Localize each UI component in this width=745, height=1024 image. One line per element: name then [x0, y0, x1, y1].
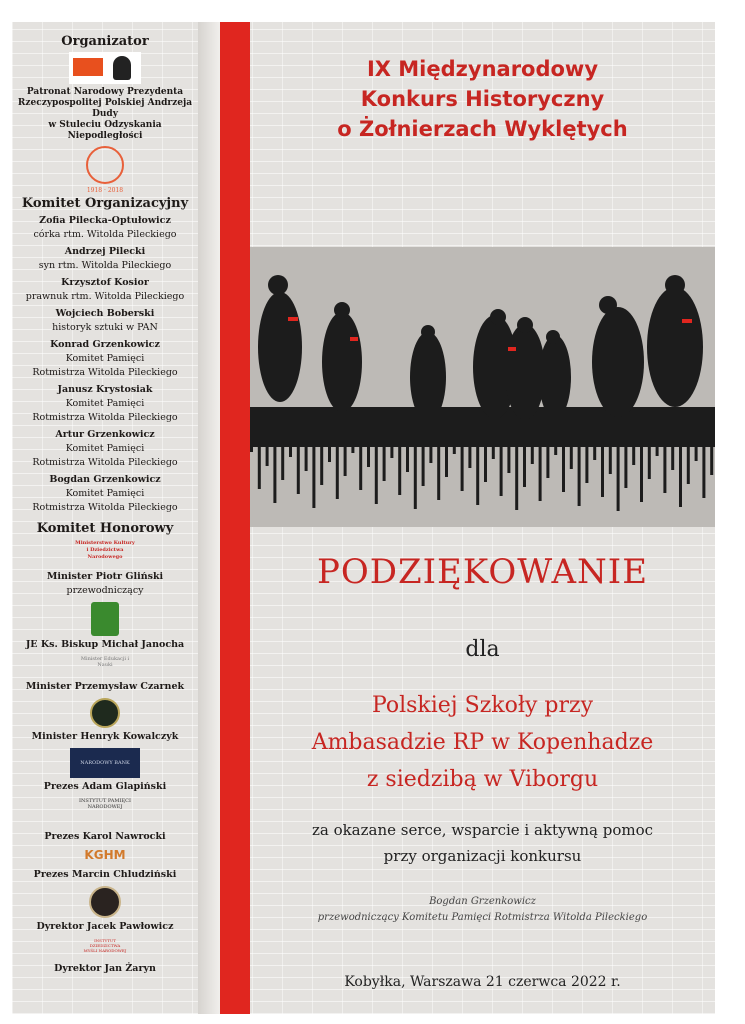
- reason-line: przy organizacji konkursu: [383, 847, 582, 865]
- member-role: córka rtm. Witolda Pileckiego: [33, 229, 177, 240]
- title-line: o Żołnierzach Wyklętych: [337, 117, 628, 141]
- paint-drip: [367, 442, 370, 467]
- member-name: Bogdan Grzenkowicz: [49, 474, 161, 485]
- paint-drip: [390, 442, 393, 458]
- paint-drip: [281, 442, 284, 480]
- member-role: Rotmistrza Witolda Pileckiego: [32, 412, 178, 423]
- paint-drip: [383, 442, 386, 481]
- member-name: Krzysztof Kosior: [61, 277, 149, 288]
- recipient-line: Ambasadzie RP w Kopenhadze: [311, 730, 654, 755]
- member-role: historyk sztuki w PAN: [52, 322, 158, 333]
- paint-drip: [429, 442, 432, 463]
- honorary-name: Prezes Karol Nawrocki: [44, 831, 166, 842]
- honorary-logo: NARODOWY BANK: [70, 748, 140, 778]
- paint-drip: [585, 442, 588, 483]
- paint-drip: [593, 442, 596, 460]
- for-label: dla: [465, 637, 500, 662]
- paint-drip: [523, 442, 526, 487]
- organizer-heading: Organizator: [61, 34, 149, 49]
- paint-drip: [476, 442, 479, 505]
- paint-drip: [398, 442, 401, 495]
- honorary-logo: KGHM: [84, 848, 126, 862]
- signatory-role: przewodniczący Komitetu Pamięci Rotmistrza Witolda Pileckiego: [317, 912, 648, 923]
- member-role: Komitet Pamięci: [65, 398, 145, 409]
- honorary-role: przewodniczący: [66, 585, 144, 596]
- paint-drip: [570, 442, 573, 469]
- paint-drip: [468, 442, 471, 468]
- member-role: Komitet Pamięci: [65, 443, 145, 454]
- paint-drip: [671, 442, 674, 470]
- paint-drip: [289, 442, 292, 457]
- member-role: syn rtm. Witolda Pileckiego: [38, 260, 172, 271]
- paint-drip: [344, 442, 347, 476]
- honorary-logo: [89, 886, 121, 918]
- paint-drip: [531, 442, 534, 464]
- paint-drip: [562, 442, 565, 492]
- paint-drip: [336, 442, 339, 499]
- honorary-name: Minister Henryk Kowalczyk: [31, 731, 179, 742]
- paint-drip: [640, 442, 643, 502]
- paint-drip: [414, 442, 417, 509]
- paint-drip: [437, 442, 440, 500]
- paint-drip: [250, 442, 253, 452]
- reason: [250, 817, 715, 869]
- member-name: Janusz Krystosiak: [57, 384, 153, 395]
- member-role: Komitet Pamięci: [65, 488, 145, 499]
- paint-drip: [687, 442, 690, 484]
- honorary-logo: INSTYTUT DZIEDZICTWA MYŚLI NARODOWEJ: [83, 938, 127, 953]
- honorary-name: JE Ks. Biskup Michał Janocha: [25, 639, 185, 650]
- organizer-logo: [69, 52, 141, 84]
- paint-drip: [351, 442, 354, 453]
- recipient-line: z siedzibą w Viborgu: [366, 767, 599, 792]
- paint-drip: [422, 442, 425, 486]
- title-line: IX Międzynarodowy: [366, 57, 599, 81]
- member-name: Konrad Grzenkowicz: [50, 339, 160, 350]
- member-name: Artur Grzenkowicz: [55, 429, 155, 440]
- patronage-line: Rzeczypospolitej Polskiej Andrzeja Dudy: [17, 98, 193, 119]
- paint-drip: [320, 442, 323, 485]
- honorary-name: Dyrektor Jan Żaryn: [54, 963, 156, 974]
- paint-drip: [500, 442, 503, 496]
- honorary-name: Prezes Marcin Chludziński: [33, 869, 177, 880]
- centenary-logo: [86, 146, 124, 184]
- paint-drip: [515, 442, 518, 510]
- paint-drip: [695, 442, 698, 461]
- title-line: Konkurs Historyczny: [360, 87, 605, 111]
- red-stripe: [220, 22, 250, 1014]
- main-panel: [250, 22, 715, 1014]
- honorary-name: Minister Piotr Gliński: [46, 571, 164, 582]
- patronage-line: w Stuleciu Odzyskania Niepodległości: [48, 120, 162, 141]
- honorary-logo: [90, 698, 120, 728]
- place-date: Kobyłka, Warszawa 21 czerwca 2022 r.: [344, 974, 621, 990]
- paint-drip: [663, 442, 666, 493]
- paint-drip: [305, 442, 308, 471]
- paint-drip: [554, 442, 557, 455]
- paint-drip: [406, 442, 409, 472]
- paint-drip: [648, 442, 651, 479]
- paint-drip: [601, 442, 604, 497]
- honorary-logo: Ministerstwo Kultury i Dziedzictwa Narodowego: [75, 540, 135, 560]
- paint-drip: [539, 442, 542, 501]
- reason-line: za okazane serce, wsparcie i aktywną pomoc: [311, 821, 654, 839]
- paint-drip: [312, 442, 315, 508]
- paint-drip: [297, 442, 300, 494]
- hon-committee-heading: Komitet Honorowy: [36, 521, 174, 536]
- honorary-logo: Minister Edukacji i Nauki: [80, 656, 130, 668]
- paint-drip: [702, 442, 705, 498]
- paint-drip: [484, 442, 487, 482]
- honorary-name: Prezes Adam Glapiński: [43, 781, 167, 792]
- paint-drip: [609, 442, 612, 474]
- member-role: prawnuk rtm. Witolda Pileckiego: [25, 291, 185, 302]
- honorary-logo: INSTYTUT PAMIĘCI NARODOWEJ: [79, 798, 131, 810]
- member-role: Komitet Pamięci: [65, 353, 145, 364]
- sidebar: [12, 22, 198, 1014]
- paint-drip: [328, 442, 331, 462]
- centenary-years: 1918 · 2018: [86, 187, 124, 194]
- recipient: [250, 687, 715, 798]
- paint-drip: [492, 442, 495, 459]
- paint-drip: [617, 442, 620, 511]
- patronage-line: Patronat Narodowy Prezydenta: [26, 87, 184, 97]
- contest-title: [250, 54, 715, 144]
- paint-drip: [656, 442, 659, 456]
- paint-drip: [679, 442, 682, 507]
- member-name: Wojciech Boberski: [55, 308, 155, 319]
- thanks-heading: PODZIĘKOWANIE: [316, 552, 649, 592]
- paint-drip: [507, 442, 510, 473]
- paint-drip: [624, 442, 627, 488]
- recipient-line: Polskiej Szkoły przy: [371, 693, 594, 718]
- member-name: Zofia Pilecka-Optułowicz: [39, 215, 171, 226]
- paint-drip: [359, 442, 362, 490]
- member-role: Rotmistrza Witolda Pileckiego: [32, 367, 178, 378]
- org-committee-heading: Komitet Organizacyjny: [21, 196, 189, 211]
- member-role: Rotmistrza Witolda Pileckiego: [32, 502, 178, 513]
- paint-drip: [258, 442, 261, 489]
- paint-drip: [546, 442, 549, 478]
- paint-drip: [632, 442, 635, 465]
- fold-shadow: [198, 22, 220, 1014]
- paint-drip: [578, 442, 581, 506]
- paint-drip: [375, 442, 378, 504]
- signatory-name: Bogdan Grzenkowicz: [429, 896, 536, 907]
- honorary-logo: [91, 602, 119, 636]
- honorary-name: Minister Przemysław Czarnek: [25, 681, 185, 692]
- paint-drip: [710, 442, 713, 475]
- paint-drip: [453, 442, 456, 454]
- signature-block: [250, 894, 715, 926]
- paint-drip: [445, 442, 448, 477]
- member-role: Rotmistrza Witolda Pileckiego: [32, 457, 178, 468]
- paint-drip: [461, 442, 464, 491]
- member-name: Andrzej Pilecki: [64, 246, 146, 257]
- paint-drip: [266, 442, 269, 466]
- soldiers-silhouette-image: [250, 247, 715, 527]
- honorary-name: Dyrektor Jacek Pawłowicz: [36, 921, 174, 932]
- paint-drip: [273, 442, 276, 503]
